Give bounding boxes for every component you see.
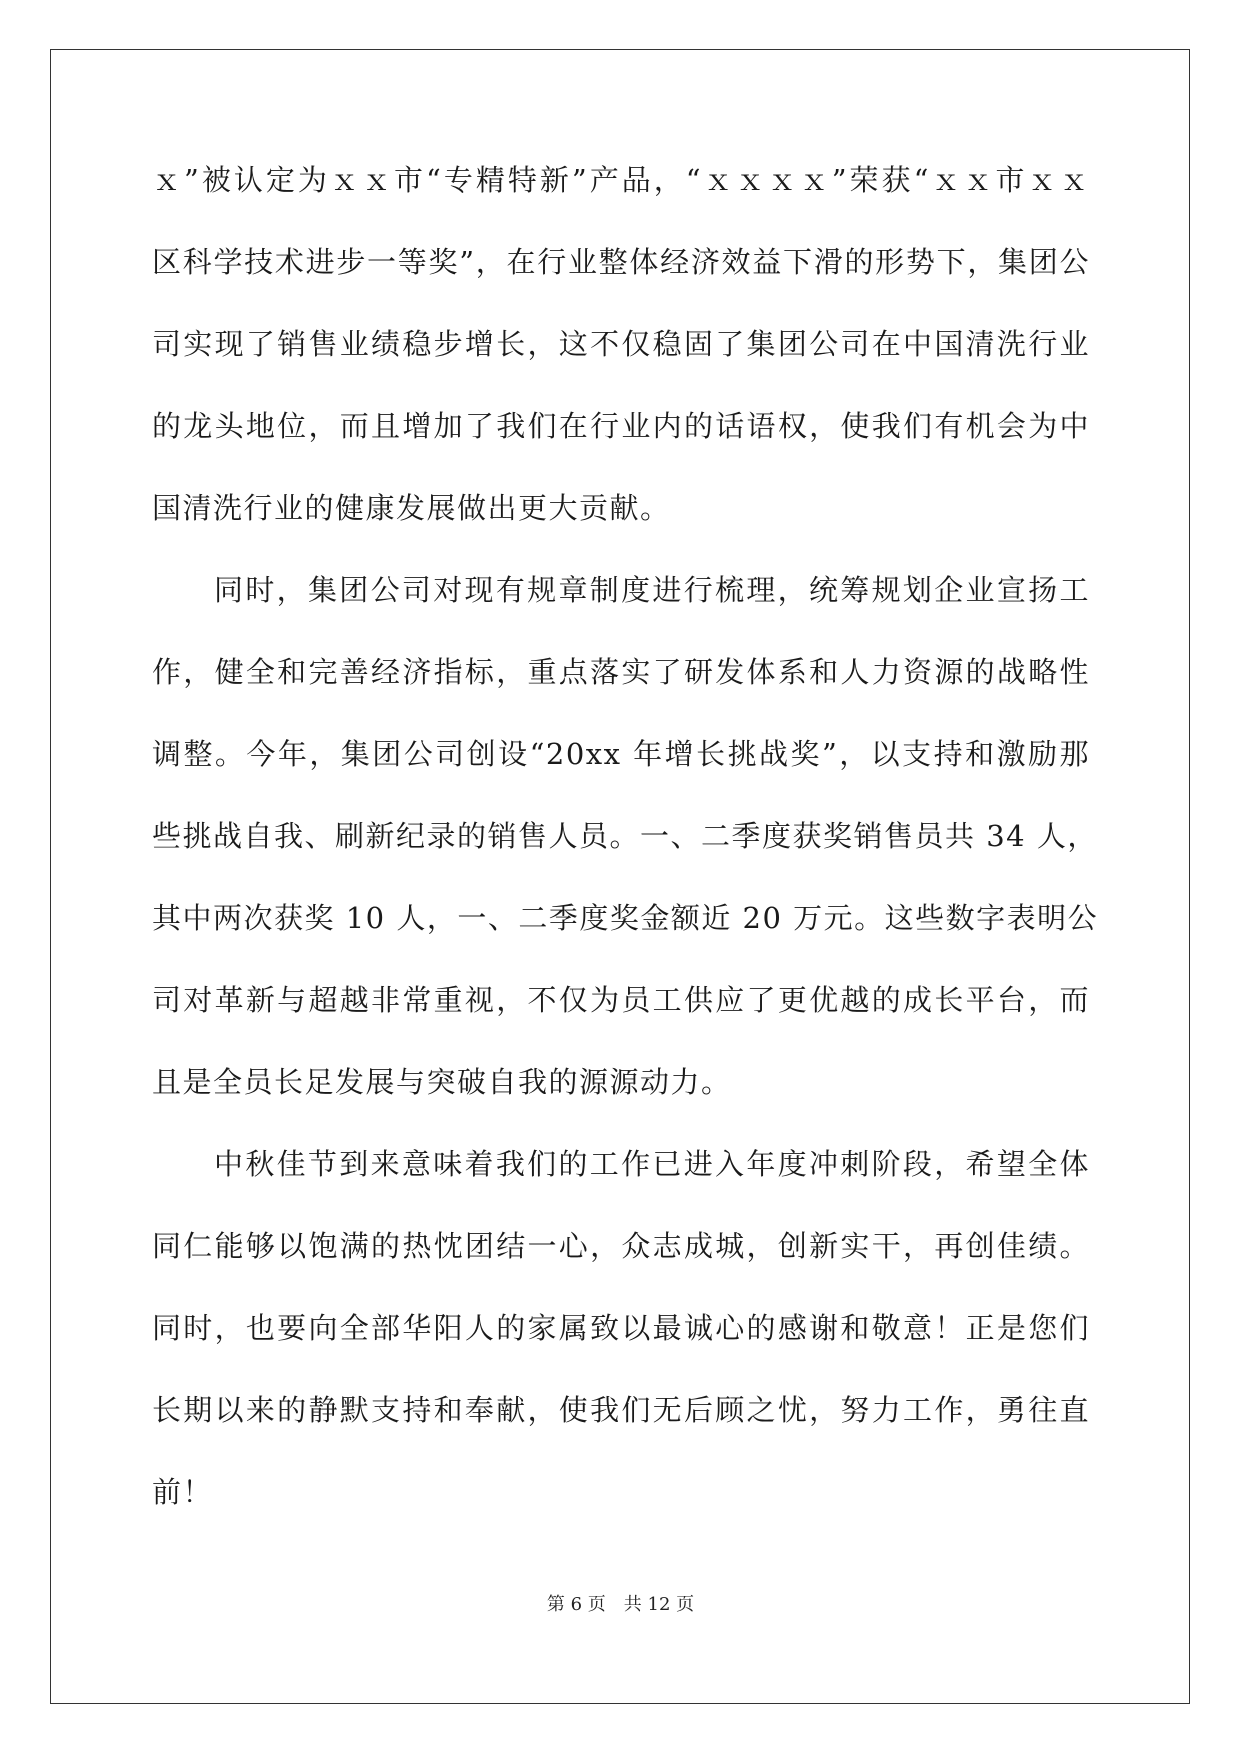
page-number-current: 第 6 页 bbox=[546, 1594, 606, 1615]
text-line: 司对革新与超越非常重视，不仅为员工供应了更优越的成长平台，而 bbox=[152, 983, 1090, 1017]
text-line: ｘ”被认定为ｘｘ市“专精特新”产品，“ｘｘｘｘ”荣获“ｘｘ市ｘｘ bbox=[152, 163, 1090, 197]
text-line: 其中两次获奖 10 人，一、二季度奖金额近 20 万元。这些数字表明公 bbox=[152, 901, 1099, 935]
paragraph-start-line: 同时，集团公司对现有规章制度进行梳理，统筹规划企业宣扬工 bbox=[214, 573, 1090, 607]
text-line: 的龙头地位，而且增加了我们在行业内的话语权，使我们有机会为中 bbox=[152, 409, 1090, 443]
page-number-total: 共 12 页 bbox=[623, 1594, 695, 1615]
document-body bbox=[152, 160, 1099, 1554]
text-line: 些挑战自我、刷新纪录的销售人员。一、二季度获奖销售员共 34 人， bbox=[152, 819, 1098, 853]
text-line: 同仁能够以饱满的热忱团结一心，众志成城，创新实干，再创佳绩。 bbox=[152, 1229, 1090, 1263]
text-line: 前！ bbox=[152, 1475, 214, 1509]
paragraph-start-line: 中秋佳节到来意味着我们的工作已进入年度冲刺阶段，希望全体 bbox=[214, 1147, 1090, 1181]
text-line: 同时，也要向全部华阳人的家属致以最诚心的感谢和敬意！正是您们 bbox=[152, 1311, 1090, 1345]
text-line: 调整。今年，集团公司创设“20xx 年增长挑战奖”，以支持和激励那 bbox=[152, 737, 1090, 771]
page-footer bbox=[0, 1590, 1241, 1616]
text-line: 且是全员长足发展与突破自我的源源动力。 bbox=[152, 1065, 732, 1099]
text-line: 长期以来的静默支持和奉献，使我们无后顾之忧，努力工作，勇往直 bbox=[152, 1393, 1090, 1427]
text-line: 区科学技术进步一等奖”，在行业整体经济效益下滑的形势下，集团公 bbox=[152, 245, 1090, 279]
text-line: 司实现了销售业绩稳步增长，这不仅稳固了集团公司在中国清洗行业 bbox=[152, 327, 1090, 361]
text-line: 作，健全和完善经济指标，重点落实了研发体系和人力资源的战略性 bbox=[152, 655, 1090, 689]
text-line: 国清洗行业的健康发展做出更大贡献。 bbox=[152, 491, 671, 525]
